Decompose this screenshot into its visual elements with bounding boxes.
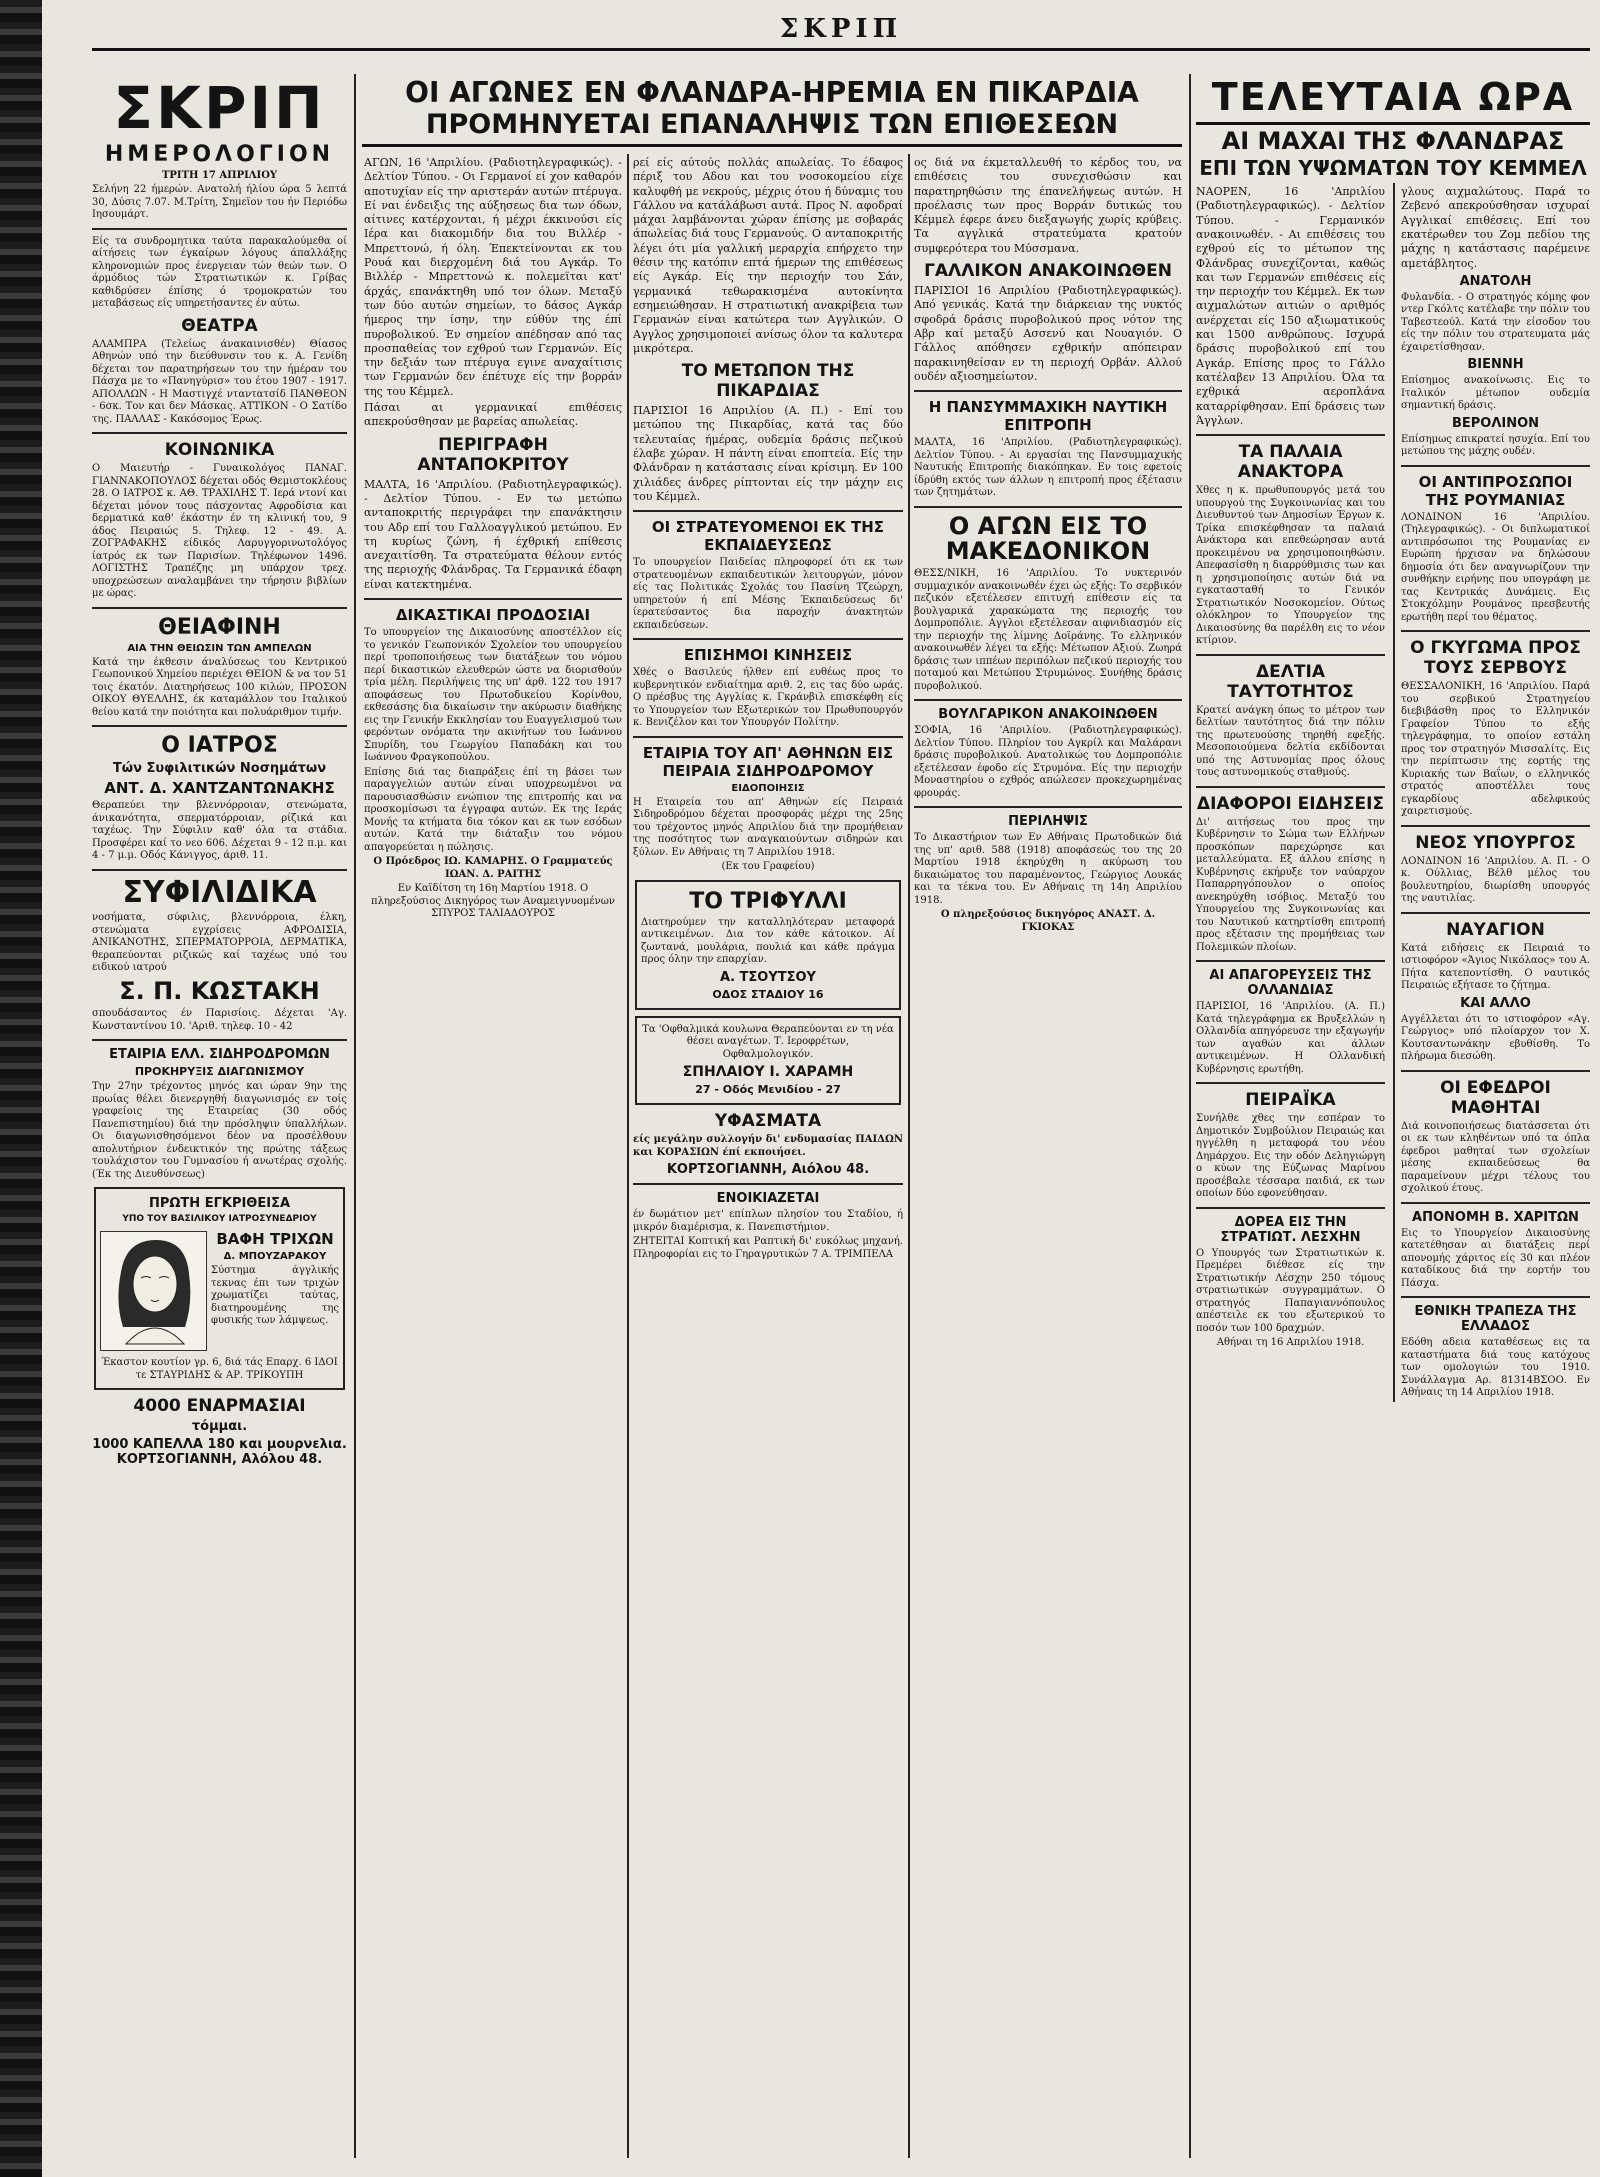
calendar-date: ΤΡΙΤΗ 17 ΑΠΡΙΛΙΟΥ: [161, 169, 278, 181]
almanac-text: Σελήνη 22 ήμερών. Ανατολή ήλίου ώρα 5 λεπτά 30, Δύσις 7.07. Μ.Τρίτη, Σημεϊον του ήν Περιόδω Ιησουμάρτ.: [92, 184, 347, 221]
bottom-ad-text: 1000 ΚΑΠΕΛΛΑ 180 και μουρνελια. ΚΟΡΤΣΟΓΙΑΝΝΗ, Αλόλου 48.: [92, 1437, 347, 1468]
id-cards-heading: ΔΕΛΤΙΑ ΤΑΥΤΟΤΗΤΟΣ: [1227, 661, 1354, 702]
rent-text: έν δωμάτιον μετ' επίπλων πλησίον του Σταδίου, ή μικρόν διαμέρισμα, κ. Πανεπιστήμιον.: [633, 1209, 903, 1233]
picardy-heading: ΤΟ ΜΕΤΩΠΟΝ ΤΗΣ ΠΙΚΑΡΔΙΑΣ: [681, 361, 855, 402]
clover-name: Α. ΤΣΟΥΤΣΟΥ: [720, 969, 816, 985]
railway-subheading: ΠΡΟΚΗΡΥΞΙΣ ΔΙΑΓΩΝΙΣΜΟΥ: [134, 1065, 305, 1079]
divider: [1401, 1202, 1590, 1204]
bottom-ad-heading: 4000 ΕΝΑΡΜΑΣΙΑΙ: [133, 1396, 306, 1417]
doctor-heading: Ο ΙΑΤΡΟΣ: [161, 733, 278, 759]
syphilis-doctor-name: Σ. Π. ΚΩΣΤΑΚΗ: [119, 976, 320, 1005]
divider: [914, 506, 1182, 508]
column-divider: [1189, 74, 1191, 2158]
pardons-text: Εις το Υπουργείον Δικαιοσύνης κατετέθησαν αι διατάξεις περί απονομής χάριτος είς 30 και πλέον καταδίκους διά την εορτήν του Πάσχα.: [1401, 1227, 1590, 1289]
judicial-footer: Εν Καϊδίτση τη 16η Μαρτίου 1918. Ο πληρεξούσιος Δικηγόρος των Αναμειγνυομένων ΣΠΥΡΟΣ ΤΑΛΙΑΔΟΥΡΟΣ: [371, 883, 615, 920]
piraeus-text: Συνήλθε χθες την εσπέραν το Δημοτικόν Συμβούλιον Πειραιώς και ηγγέλθη η μεταφορά του νέου Δημάρχου. Εις την οδόν Δεληγιώργη ο κύων της Εύζωνας Μαρίνου προσέβαλε τέσσαρα παιδιά, εκ των οποίων δύο εφονεύθησαν.: [1196, 1113, 1385, 1200]
judicial-signature: Ο Πρόεδρος ΙΩ. ΚΑΜΑΡΗΣ. Ο Γραμματεύς ΙΩΑΝ. Δ. ΡΑΙΤΗΣ: [373, 856, 613, 880]
bulgarian-text: ΣΟΦΙΑ, 16 'Απριλίου. (Ραδιοτηλεγραφικώς). Δελτίον Τύπου. Πληρίον του Αγκρίλ και Μαλάρανι δράσις πυροβολικού. Ανατολικώς του Δομπροπόλιε εξετέλεσαν έφοδο είς Στρυμόνα. Είς την περιοχήν Μοναστηρίου ο εχθρός απώλεσεν προκεχωρημένας φρουράς.: [914, 725, 1182, 799]
divider: [1401, 1296, 1590, 1298]
summary-text: Το Δικαστήριον των Εν Αθήναις Πρωτοδικών διά της υπ' αριθ. 588 (1918) αποφάσεώς του της 20 Μαρτίου 1918 έκηρύχθη η ακύρωση του δικαιώματος του παραμένοντος, Γεώργιος Λουκάς και τα τέκνα του. Εν Αθήναις τη 14η Απριλίου 1918.: [914, 832, 1182, 906]
doctor-subheading: Τών Συφιλιτικών Νοσημάτων: [112, 761, 327, 777]
divider: [1401, 630, 1590, 632]
sulphur-subheading: ΑΙΑ ΤΗΝ ΘΕΙΩΣΙΝ ΤΩΝ ΑΜΠΕΛΩΝ: [127, 642, 312, 654]
social-text: Ο Μαιευτήρ - Γυναικολόγος ΠΑΝΑΓ. ΓΙΑΝΝΑΚΟΠΟΥΛΟΣ δέχεται οδός Θεμιστοκλέους 28. Ο ΙΑΤΡΟΣ κ. ΑΘ. ΤΡΑΧΙΛΗΣ Τ. Ιερά ντονί και δέχεται μόνον τους πάσχοντας Αφροδίσια και δερματικά καθ' έκάστην έν τη κλινική του, 9 άδος Πειραιώς 5. Τηλεφ. 12 - 49. Α. ΖΟΓΡΑΦΑΚΗΣ είδικός Λαρυγγορινωτολόγος ίατρός εκ των Παρισίων. Τηλέφωνον 1496. ΛΟΓΙΣΤΗΣ Τραπέζης μη υπάρχον τρεχ. υποχρεώσεων αναλαμβάνει την τήρησιν βιβλίων με ώρας.: [92, 463, 347, 600]
holland-text: ΠΑΡΙΣΙΟΙ, 16 'Απριλίου. (Α. Π.) Κατά τηλεγράφημα εκ Βρυξελλών η Ολλανδία απηγόρευσε την εξαγωγήν των αγαθών και άλλων αντικειμένων. Η Ολλανδική Κυβέρνησις ερωτήθη.: [1196, 1001, 1385, 1075]
wanted-text: ΖΗΤΕΙΤΑΙ Κοπτική και Ραπτική δι' ευκόλως μηχανή. Πληροφορίαι εις το Γηραγρυτικών 7 Α. ΤΡΙΜΠΕΛΑ: [633, 1236, 903, 1260]
railway-notice-subheading: ΕΙΔΟΠΟΙΗΣΙΣ: [731, 782, 805, 794]
divider: [914, 806, 1182, 808]
hair-ad-body: [100, 1227, 339, 1355]
headline-primary: ΟΙ ΑΓΩΝΕΣ ΕΝ ΦΛΑΝΔΡΑ-ΗΡΕΜΙΑ ΕΝ ΠΙΚΑΡΔΙΑ: [405, 76, 1139, 109]
bulgarian-heading: ΒΟΥΛΓΑΡΙΚΟΝ ΑΝΑΚΟΙΝΩΘΕΝ: [938, 707, 1158, 723]
berlin-heading: ΒΕΡΟΛΙΝΟΝ: [1451, 415, 1540, 431]
pardons-heading: ΑΠΟΝΟΜΗ Β. ΧΑΡΙΤΩΝ: [1412, 1209, 1579, 1225]
soldiers-heading: ΟΙ ΣΤΡΑΤΕΥΟΜΕΝΟΙ ΕΚ ΤΗΣ ΕΚΠΑΙΔΕΥΣΕΩΣ: [651, 518, 885, 555]
visits-heading: ΕΠΙΣΗΜΟΙ ΚΙΝΗΣΕΙΣ: [683, 646, 853, 665]
picardy-text: ΠΑΡΙΣΙΟΙ 16 Απριλίου (Α. Π.) - Επί του μετώπου της Πικαρδίας, κατά τας δύο τελευταίας ήμέρας, ουδεμία δράσις πεζικού έλαβε χώραν. Η πάντη είναι εποπτεία. Είς την Φλάνδραν η κατάστασις είναι κρίσιμη. Εν 100 χιλιάδες άνδρες ρίπτονται είς την μάχην εις του Κέμμελ.: [633, 404, 903, 503]
clover-heading: ΤΟ ΤΡΙΦΥΛΛΙ: [689, 888, 847, 914]
piraeus-heading: ΠΕΙΡΑΪΚΑ: [1245, 1090, 1336, 1111]
judicial-heading: ΔΙΚΑΣΤΙΚΑΙ ΠΡΟΔΟΣΙΑΙ: [395, 606, 591, 625]
judicial-text-2: Επίσης διά τας διαπράξεις έπί τη βάσει των παραγγελιών αυτών είναι υποχρεωμένοι να παρουσιασθώσιν ενώπιον της επιτροπής και να προσκομίσωσι τα έγγραφα αυτών. Εκ της Ιεράς Μονής τα κτήματα δια τόκον και εκ των εσόδων αυτών. Κατά την διάταξιν του νόμου απαγορεύεται η πώλησις.: [364, 766, 622, 853]
column-right: [1196, 74, 1590, 2158]
berlin-text: Επίσημως επικρατεί ησυχία. Επί του μετώπου της μάχης ουδέν.: [1401, 433, 1590, 458]
column-left: [92, 74, 347, 2158]
article-tail: ος διά να έκμεταλλευθή το κέρδος του, να επιθέσεις του συνεχισθώσιν και παρατηρηθώσιν της έπανελήψεως αυτών. Η προέλασις των προς Βορράν δυτικώς του Κέμμελ έφερε άνευ διεξαγωγής χωρίς κρύβεις. Τα αγγλικά στρατεύματα κρατούν συμφερότερα του Μύσσμανα.: [914, 156, 1182, 255]
bank-text: Εδόθη αδεια καταθέσεως εις τα καταστήματα διά τους κατόχους των ομολογιών του 1910. Συνάλλαγμα Αρ. 81314ΒΣΟΟ. Εν Αθήναις τη 14 Απριλίου 1918.: [1401, 1337, 1590, 1399]
greeting-text: ΘΕΣΣΑΛΟΝΙΚΗ, 16 'Απριλίου. Παρά του σερβικού Στρατηγείου διεβιβάσθη προς το Ελληνικόν Γραφείον Τύπου το εξής τηλεγράφημα, το οποίον εστάλη προς τον στρατηγόν Μισσαλίτς. Εις την περίπτωσιν της εορτής της Κυριακής των Βαΐων, ο ελληνικός στρατός αποστέλλει τους εγκαρδίους αδελφικούς χαιρετισμούς.: [1401, 681, 1590, 818]
vienna-heading: ΒΙΕΝΝΗ: [1467, 357, 1524, 373]
fabric-text: είς μεγάλην συλλογήν δι' ενδυμασίας ΠΑΙΔΩΝ και ΚΟΡΑΣΙΩΝ έπί εκποιήσει.: [633, 1134, 903, 1158]
article-text-continued: ρεί είς αύτούς πολλάς απωλείας. Το έδαφος πέριξ του Αδου και του νοσοκομείου είχε καλυφθή με νεκρούς, μέχρις ότου ή δύναμις του Γάλλου να κατάλάβωσι αυτά. Προς Ν. αφοδραί μάχαι λαμβάνονται χώραν έπίσης με σοβαράς άπωλείας διά τους Γερμανούς. Ο ανταποκριτής λέγει ότι μία γαλλική μεραρχία επήρχετο την θέσιν της κατόπιν επτά ήμερων της επιθέσεως είς Αγκάρ. Είς την περιοχήν του Σάν, γερμανικά τεθωρακισμένα αυτοκίνητα εσημειώθησαν. Η στρατιωτική ανακρίβεια των Γερμανών είναι κατώτερα των Αγγλικών. Ο Αγγλος χρησιμοποιεί ανίσως όλον τα καλυτερα μικρότερα.: [633, 156, 903, 355]
divider: [92, 607, 347, 609]
flanders-text: ΝΑΟΡΕΝ, 16 'Απριλίου (Ραδιοτηλεγραφικώς). - Δελτίον Τύπου. - Γερμανικόν ανακοινωθέν. - Αι επιθέσεις του εχθρού είς το μέτωπον της Φλάνδρας συνεχίζονται, καθώς και των Γερμανών επιθέσεις είς την περιοχήν του Κέμμελ. Εκ των αιχμαλώτων αιτιών ο αριθμός ανέρχεται είς 150 αξιωματικούς και 1500 ανθρώπους. Ισχυρά δράσις πυροβολικού επί του Αγκάρ. Επίσης προς το Γάλλο κατέλαβεν 13 Απριλίου. Όλα τα εχθρικά αεροπλάνα καταρρίφθησαν. Επί δράσεις των Άγγλων.: [1196, 185, 1385, 427]
holland-heading: ΑΙ ΑΠΑΓΟΡΕΥΣΕΙΣ ΤΗΣ ΟΛΛΑΝΔΙΑΣ: [1209, 968, 1372, 999]
donation-date: Αθήναι τη 16 Απριλίου 1918.: [1216, 1337, 1365, 1349]
article-text: ΑΓΩΝ, 16 'Απριλίου. (Ραδιοτηλεγραφικώς). - Δελτίον Τύπου. - Οι Γερμανοί εί χον καθαρόν αποτυχίαν είς την αριστεράν αυτών πτέρυγα. Εί ναι ένδειξις της αύξησεως δια των όδων, αίτινες κατέρχονται, ή μέχρι έκκινούσι είς Ιέρα και διακομιδήν δια του Βιλλέρ - Μπρεττονώ, ή όλη. Έπεκτείνονται εκ του Ρουά και διερχομένη διά του Αγκάρ. Το Βιλλέρ - Μπρεττονώ κ. πολεμεϊται κατ' άρχάς, επανάκτηθη υπό τον όλων. Μεταξύ των δύο αυτών σημείων, το δάσος Αγκάρ ήμερος την ίσην, την εύθύν της έπί πυροβολικού. Έν σημείον απέδησαν από τας προσπαθείας τον εχθρού των Γερμανών. Είς την δεξιάν των πτέρυγα εγινε αναχαίτισις των Γερμανών δεν έπέτυχε είς την βορράν της του Κέμμελ.: [364, 156, 622, 398]
divider: [1401, 912, 1590, 914]
divider: [633, 736, 903, 738]
macedonia-text: ΘΕΣΣ/ΝΙΚΗ, 16 'Απριλίου. Το νυκτερινόν συμμαχικόν ανακοινωθέν έχει ώς εξής: Το σερβικόν πεζικόν εξετέλεσεν επιτυχή επίθεσιν είς τα βουλγαρικά χαρακώματα της περιοχής του Δομπροπόλιε. Αγγλοι εξετέλεσαν αιφνιδιασμόν είς την περιοχήν της λίμνης Δοϊράνης. Το ελληνικόν ανακοινωθέν λέγει τα εξής: Μέτωπον Αξιού. Ζωηρά δράσις των ιππέων περιπόλων πεζικού περιοχής του ποταμού και Μετώπου Στρυμώνος. Συνήθης δράσις πυροβολικού.: [914, 568, 1182, 692]
romania-heading: ΟΙ ΑΝΤΙΠΡΟΣΩΠΟΙ ΤΗΣ ΡΟΥΜΑΝΙΑΣ: [1418, 472, 1573, 509]
column-center-c: [914, 154, 1182, 2158]
right-sub-right: [1393, 183, 1590, 1402]
right-top-block: [1196, 183, 1590, 1402]
hair-ad-subheading: ΥΠΟ ΤΟΥ ΒΑΣΙΛΙΚΟΥ ΙΑΤΡΟΣΥΝΕΔΡΙΟΥ: [122, 1214, 317, 1225]
various-heading: ΔΙΑΦΟΡΟΙ ΕΙΔΗΣΕΙΣ: [1196, 793, 1385, 814]
description-text: ΜΑΛΤΑ, 16 'Απριλίου. (Ραδιοτηλεγραφικώς). - Δελτίον Τύπου. - Εν τω μετώπω ανταποκριτής περιγράφει την επανάκτησιν του Αδρ επί του Γαλλοαγγλικού μετώπου. Εν τη κυρίως ζώνη, ή έχθρική επίθεσις ανεχαιτίσθη. Τα στρατεύματα θέλουν εντός της περιοχής Φλάνδρας. Τα Γερμανικά έδαφη είναι κατεκτημένα.: [364, 477, 622, 591]
another-text: Αγγέλλεται ότι το ιστιοφόρον «Αγ. Γεώργιος» υπό πλοίαρχον τον Χ. Κουτσαντωνάκην εβυθίσθη. Το πλήρωμα διεσώθη.: [1401, 1013, 1590, 1063]
column-divider: [354, 74, 356, 2158]
doctor-text: Θεραπεύει την βλεννόρροιαν, στενώματα, άνικανότητα, σπερματόρροιαν, ρίζικά και ταχέως. Την Σύφιλιν καθ' όλα τα στάδια. Προσφέρει καί το νεο 606. Δέχεται 9 - 12 π.μ. και 4 - 7 μ.μ. Οδός Κάνιγγος, άριθ. 11.: [92, 800, 347, 862]
hair-ad-maker: Δ. ΜΠΟΥΖΑΡΑΚΟΥ: [223, 1251, 327, 1263]
summary-sign: Ο πληρεξούσιος δικηγόρος ΑΝΑΣΤ. Δ. ΓΚΙΟΚΑΣ: [940, 909, 1156, 933]
right-sub-left: [1196, 183, 1385, 1402]
soldiers-text: Το υπουργείον Παιδείας πληροφορεί ότι εκ των στρατευομένων εκπαιδευτικών λειτουργών, μόνον είς τας Πολιτικάς Σχολάς του Πασίνη Τζεώρχη, υπηρετούν ή επί Μέσης Έκπαιδεύσεως δι' ίερατεύσαντος δια παροχήν άνακτητών εκπαιδεύσεων.: [633, 557, 903, 631]
divider: [633, 638, 903, 640]
reserve-students-text: Διά κοινοποιήσεως διατάσσεται ότι οι εκ των κληθέντων υπό τα όπλα έφεδροι μαθηταί των σχολείων μέσης εκπαιδεύσεως θα παραμείνουν μέχρι τέλους του σχολικού έτους.: [1401, 1120, 1590, 1195]
railway-heading: ΕΤΑΙΡΙΑ ΕΛΛ. ΣΙΔΗΡΟΔΡΟΜΩΝ: [109, 1047, 330, 1063]
bottom-ad-subheading: τόμμαι.: [191, 1419, 248, 1435]
divider: [92, 725, 347, 727]
theatre-text: ΑΛΑΜΠΡΑ (Τελείως άνακαινισθέν) Θίασος Αθηνών υπό την διεύθυνσιν του κ. Α. Γενίδη δέχεται τον παρατηρήσεων του την ήμέραν του Πάσχα με το «Πανηγύρισ» του έτου 1907 - 1917. ΑΠΟΛΛΩΝ - Η Μαστιγχέ νταντατσίδ ΠΑΝΘΕΟΝ - 6σκ. Τον και δεν Μάσκας. ΑΤΤΙΚΟΝ - Ο Σατίδο της. ΠΑΛΛΑΣ - Κακόσομος Έρως.: [92, 338, 347, 425]
divider: [633, 510, 903, 512]
hair-ad-brand: ΒΑΦΗ ΤΡΙΧΩΝ: [216, 1230, 334, 1249]
divider: [1196, 434, 1385, 436]
article-extra: Πάσαι αι γερμανικαί επιθέσεις απεκρούσθησαν με βαρείας απωλείας.: [364, 401, 622, 429]
fabric-heading: ΥΦΑΣΜΑΤΑ: [714, 1111, 822, 1132]
summary-heading: ΠΕΡΙΛΗΨΙΣ: [1008, 814, 1088, 830]
palace-heading: ΤΑ ΠΑΛΑΙΑ ΑΝΑΚΤΟΡΑ: [1237, 442, 1344, 483]
romania-text: ΛΟΝΔΙΝΟΝ 16 'Απριλίου. (Τηλεγραφικώς). - Οι διπλωματικοί αντιπρόσωποι της Ρουμανίας εν Ευρώπη ήρχισαν να δηλώσουν δημοσία ότι δεν αναγνωρίζουν την συνθήκην ειρήνης που υπογράφη με τας Κεντρικάς Δυνάμεις. Εις Στοκχόλμην Ρουμάνος πρεσβευτής ερωτήθη περί του θέματος.: [1401, 511, 1590, 623]
column-divider: [908, 154, 910, 2158]
divider: [92, 869, 347, 871]
syphilis-heading: ΣΥΦΙΛΙΔΙΚΑ: [122, 874, 317, 910]
palace-text: Χθες η κ. πρωθυπουργός μετά του υπουργού της Συγκοινωνίας και του Διευθυντού των Δημοσίων Έργων κ. Τρίκα επισκέφθησαν τα παλαιά Ανάκτορα και επεθεώρησαν αυτά προκειμένου να χρησιμοποιηθώσιν. Απεφασίσθη η διαρρύθμισις των και η χρησιμοποίησις αυτών διά να εγκατασταθή το Γενικόν Στρατιωτικόν Νοσοκομείον. Ούτως ολόκληρον το Υπουργείον της Δικαιοσύνης θα παρέλθη εις το νέον κτίριον.: [1196, 485, 1385, 647]
french-communique-heading: ΓΑΛΛΙΚΟΝ ΑΝΑΚΟΙΝΩΘΕΝ: [924, 261, 1172, 282]
fabric-name: ΚΟΡΤΣΟΓΙΑΝΝΗ, Αιόλου 48.: [666, 1162, 870, 1178]
naval-committee-heading: Η ΠΑΝΣΥΜΜΑΧΙΚΗ ΝΑΥΤΙΚΗ ΕΠΙΤΡΟΠΗ: [928, 398, 1168, 435]
description-heading: ΠΕΡΙΓΡΑΦΗ ΑΝΤΑΠΟΚΡΙΤΟΥ: [417, 434, 569, 475]
divider: [914, 390, 1182, 392]
another-heading: ΚΑΙ ΑΛΛΟ: [1460, 995, 1531, 1011]
east-heading: ΑΝΑΤΟΛΗ: [1459, 273, 1532, 289]
various-text: Δι' αιτήσεως του προς την Κυβέρνησιν το Σώμα των Ελλήνων προσκόπων παρεχώρησε και μεταλλεύματα. Εξ άλλου επίσης η Κυβέρνησις εκήρυξε τον ναύαρχον Παπαρρηγόπουλον ο οποίος ανεκηρύχθη ισόβιος. Μεταξύ του Υπουργείου της Συγκοινωνίας και του Ναυτικού κατηρτίσθη επιτροπή προς εξέτασιν της προμήθειας των Πολεμικών πλοίων.: [1196, 816, 1385, 953]
visits-text: Χθές ο Βασιλεύς ήλθεν επί ευθέως προς το κυβερνητικόν ενδιαίτημα αριθ. 2, εις τας δύο ωράς. Ο πρέσβυς της Αγγλίας κ. Γκράνβιλ επισκέφθη είς το Υπουργείον των Εξωτερικών τον Πρωθυπουργόν κ. Βενιζέλον και τον Υπουργόν Πολίτην.: [633, 667, 903, 729]
divider: [92, 432, 347, 434]
scan-edge: [0, 0, 42, 2177]
optician-address: 27 - Οδός Μενιδίου - 27: [695, 1083, 841, 1097]
column-center-a: [364, 154, 622, 2158]
optician-text: Τα 'Οφθαλμικά κουλωνα Θεραπεύονται εν τη νέα θέσει αναγέτων. Τ. Ιεροφρέτων, Οφθαλμολογικόν.: [642, 1023, 894, 1060]
clover-ad: [635, 880, 901, 1010]
divider: [1401, 1070, 1590, 1072]
woman-portrait-icon: [101, 1232, 206, 1350]
bank-heading: ΕΘΝΙΚΗ ΤΡΑΠΕΖΑ ΤΗΣ ΕΛΛΑΔΟΣ: [1414, 1304, 1577, 1335]
portrait-illustration: [100, 1231, 207, 1351]
optician-ad: [635, 1016, 901, 1106]
kemmel-heading: ΕΠΙ ΤΩΝ ΥΨΩΜΑΤΩΝ ΤΟΥ ΚΕΜΜΕΛ: [1199, 156, 1587, 181]
rent-heading: ΕΝΟΙΚΙΑΖΕΤΑΙ: [716, 1191, 820, 1207]
divider: [1196, 654, 1385, 656]
hair-dye-ad: [94, 1187, 345, 1390]
divider: [914, 699, 1182, 701]
hair-ad-heading: ΠΡΩΤΗ ΕΓΚΡΙΘΕΙΣΑ: [148, 1196, 291, 1212]
column-center-b: [633, 154, 903, 2158]
divider: [1196, 1082, 1385, 1084]
flanders-text-continued: γλους αιχμαλώτους. Παρά το Ζεβενό απεκρούσθησαν ισχυραί Αγγλικαί επιθέσεις. Επί του εκατέρωθεν του Ζομ πεδίου της μάχης η κατάστασις παρέμεινε αμετάβλητος.: [1401, 185, 1590, 270]
donation-text: Ο Υπουργός των Στρατιωτικών κ. Πρεμέρει διέθεσε είς την Στρατιωτικήν Λέσχην 250 τόμους στρατιωτικών συγγραμμάτων. Ο στρατηγός Παπαγιαννόπουλος απέστειλε εκ του εξωτερικού το ποσόν των 100 δραχμών.: [1196, 1247, 1385, 1334]
hair-ad-footer: Έκαστον κουτίον γρ. 6, διά τάς Επαρχ. 6 ΙΔΟΙ τε ΣΤΑΥΡΙΔΗΣ & ΑΡ. ΤΡΙΚΟΥΠΗ: [101, 1357, 338, 1381]
reserve-students-heading: ΟΙ ΕΦΕΔΡΟΙ ΜΑΘΗΤΑΙ: [1440, 1077, 1551, 1118]
headline-secondary: ΠΡΟΜΗΝΥΕΤΑΙ ΕΠΑΝΑΛΗΨΙΣ ΤΩΝ ΕΠΙΘΕΣΕΩΝ: [362, 111, 1182, 146]
divider: [1196, 786, 1385, 788]
divider: [92, 228, 347, 230]
divider: [1196, 960, 1385, 962]
french-communique-text: ΠΑΡΙΣΙΟΙ 16 Απριλίου (Ραδιοτηλεγραφικώς). Από γενικάς. Κατά την διάρκειαν της νυκτός σφοδρά δράσις πυροβολικού προς νότον της Αβρ καί μεταξύ Ασσενύ και Νουαγιόν. Ο Γάλλος απόθησεν εχθρικήν απόπειραν παρακινηθείσαν εν τη περιοχή Ορβάν. Αλλού ουδέν αξιοσημείωτον.: [914, 284, 1182, 383]
macedonia-heading: Ο ΑΓΩΝ ΕΙΣ ΤΟ ΜΑΚΕΔΟΝΙΚΟΝ: [945, 511, 1151, 565]
divider: [1196, 1207, 1385, 1209]
divider: [633, 1183, 903, 1185]
shipwreck-heading: ΝΑΥΑΓΙΟΝ: [1446, 919, 1545, 940]
railway-notice-sign: (Εκ του Γραφείου): [721, 861, 815, 873]
railway-text: Την 27ην τρέχοντος μηνός και ώραν 9ην της πρωίας θέλει διενεργηθή διαγωνισμός εν τοίς γραφείοις της Εταιρείας (30 οδός Πανεπιστημίου) διά την πρόσληψιν ύπαλλήλων. Οι διαγωνισθησόμενοι δέον να προσέλθουν απολυτήριον ένδεικτικόν της πρώτης τάξεως τουλάχιστον του Γυμνασίου ή ανωτέρας σχολής. (Έκ της Διευθύνσεως): [92, 1081, 347, 1180]
main-banner: [362, 74, 1182, 151]
notice-text: Είς τα συνδρομητικα ταύτα παρακαλούμεθα οί αίτήσεις των έγκαίρων λόγους άπαλλάξης κληρονομιών προς ένεργειαν τών θεών των. Ο άρμόδιος τών Στρατιωτικών κ. Γρίβας καθιδρύσεν έπίσης ό τρομοκρατών του μεταβάσεως είς υπηρετήσαντες έν αύτω.: [92, 235, 347, 310]
id-cards-text: Κρατεί ανάγκη όπως το μέτρον των δελτίων ταυτότητος διά την πόλιν της πρωτευούσης τηρηθή εφεξής. Μεσοποιούμενα δελτία εκδίδονται υπό της Αστυνομίας προς όλους τους αστυνομικούς σταθμούς.: [1196, 704, 1385, 779]
hair-ad-text: Σύστημα άγγλικής τεκνας έπι των τριχών χρωματίζει ταύτας, διατηρουμένης της φυσικής των λάμψεως.: [211, 1265, 339, 1327]
divider: [364, 598, 622, 600]
page-masthead: ΣΚΡΙΠ: [779, 14, 903, 44]
top-rule: [92, 48, 1590, 51]
judicial-text: Το υπουργείον της Δικαιοσύνης αποστέλλον είς το γενικόν Γεωπονικόν Σχολείον του υπουργείου περί τροποποιήσεως των διατάξεων του νόμου περί δικαστικών ελευθερών ώστε να διορισθούν τρία μέλη. Περιλήψεις της υπ' άρθ. 122 του 1917 αποφάσεως του Πρωτοδικείου Κορίνθου, εκθεσάσης δια δικαίωσιν την ακύρωσιν διαθήκης εις την Γενικήν Εκκλησίαν του Ευαγγελισμού των φερόντων ονόματα την ακινήτων του Ιωάννου Σπυρίδη, του Γεωργίου Παπαδάκη και του Ιωάννου Φραγκοπούλου.: [364, 627, 622, 764]
divider: [92, 1039, 347, 1041]
donation-heading: ΔΟΡΕΑ ΕΙΣ ΤΗΝ ΣΤΡΑΤΙΩΤ. ΛΕΣΧΗΝ: [1220, 1214, 1361, 1245]
sulphur-heading: ΘΕΙΑΦΙΝΗ: [158, 614, 281, 640]
railway-notice-heading: ΕΤΑΙΡΙΑ ΤΟΥ ΑΠ' ΑΘΗΝΩΝ ΕΙΣ ΠΕΙΡΑΙΑ ΣΙΔΗΡΟΔΡΟΜΟΥ: [642, 743, 894, 780]
syphilis-text: νοσήματα, σύφιλις, βλεννόρροια, έλκη, στενώματα εγχρίσεις ΑΦΡΟΔΙΣΙΑ, ΑΝΙΚΑΝΟΤΗΣ, ΣΠΕΡΜΑΤΟΡΡΟΙΑ, ΔΕΡΜΑΤΙΚΑ, θεραπεύονται ριζικώς καί ταχέως υπό του ειδικού ιατρού: [92, 912, 347, 974]
minister-text: ΛΟΝΔΙΝΟΝ 16 'Απριλίου. Α. Π. - Ο κ. Ούλλιας, Βέλθ μέλος του βουλευτηρίου, διωρίσθη υπουργός της ναυτιλίας.: [1401, 855, 1590, 905]
greeting-heading: Ο ΓΚΥΓΩΜΑ ΠΡΟΣ ΤΟΥΣ ΣΕΡΒΟΥΣ: [1410, 638, 1581, 679]
column-divider: [627, 154, 629, 2158]
divider: [1401, 465, 1590, 467]
naval-committee-text: ΜΑΛΤΑ, 16 'Απριλίου. (Ραδιοτηλεγραφικώς). Δελτίον Τύπου. - Αι εργασίαι της Πανσυμμαχικής Ναυτικής Επιτροπής διακόπηκαν. Εν τοις εφετοίς ίδρύθη εκτός των άλλων η επιτροπή προς έξέτασιν των ζητημάτων.: [914, 437, 1182, 499]
last-hour-heading: ΤΕΛΕΥΤΑΙΑ ΩΡΑ: [1196, 78, 1590, 125]
minister-heading: ΝΕΟΣ ΥΠΟΥΡΓΟΣ: [1415, 832, 1576, 853]
social-heading: ΚΟΙΝΩΝΙΚΑ: [164, 440, 275, 461]
vienna-text: Επίσημος ανακοίνωσις. Εις το Ιταλικόν μέτωπον ουδεμία σημαντική δράσις.: [1401, 375, 1590, 412]
railway-notice-text: Η Εταιρεία του απ' Αθηνών είς Πειραιά Σιδηροδρόμου δέχεται προσφοράς μέχρι της 25ης του τρέχοντος μηνός Απριλίου διά την προμήθειαν της ποσότητος των αναγκαιούντων σιδηρών και ξύλων. Εν Αθήναις τη 7 Απριλίου 1918.: [633, 796, 903, 858]
doctor-name: ΑΝΤ. Δ. ΧΑΝΤΖΑΝΤΩΝΑΚΗΣ: [104, 779, 335, 798]
clover-text: Διατηρούμεν την καταλληλότεραν μεταφορά αντικειμένων. Δια τον κάθε κάτοικον. Αί ζωντανά, μουλάρια, πουλιά και κάθε πράγμα προς όλην την επαρχίαν.: [641, 916, 895, 966]
divider: [1401, 825, 1590, 827]
syphilis-address: σπουδάσαντος έν Παρισίοις. Δέχεται 'Αγ. Κωνσταντίνου 10. 'Αριθ. τηλεφ. 10 - 42: [92, 1008, 347, 1032]
shipwreck-text: Κατά ειδήσεις εκ Πειραιά το ιστιοφόρον «Άγιος Νικόλαος» του Α. Πήτα κατεποντίσθη. Ο ναυτικός Πειραιώς εξήτασε το ζήτημα.: [1401, 942, 1590, 992]
clover-address: ΟΔΟΣ ΣΤΑΔΙΟΥ 16: [712, 987, 824, 1001]
flanders-heading: ΑΙ ΜΑΧΑΙ ΤΗΣ ΦΛΑΝΔΡΑΣ: [1221, 126, 1565, 155]
newspaper-page: [92, 14, 1590, 2158]
sulphur-text: Κατά την έκθεσιν άναλύσεως του Κεντρικού Γεωπονικού Χημείου περιέχει ΘΕΙΟΝ & να τον 51 τοις έκατόν. Διατηρήσεως 100 κιλών, ΠΡΟΣΟΝ ΟΙΚΟΥ ΘΥΕΛΛΗΣ, έκ καταμάλλον του Ιταλικού θείου κατά την ποιότητα και πολυάριθμον τιμήν.: [92, 656, 347, 718]
optician-heading: ΣΠΗΛΑΙΟΥ Ι. ΧΑΡΑΜΗ: [682, 1064, 854, 1081]
theatre-heading: ΘΕΑΤΡΑ: [181, 315, 258, 336]
calendar-title: ΗΜΕΡΟΛΟΓΙΟΝ: [104, 141, 335, 167]
paper-title: ΣΚΡΙΠ: [113, 74, 326, 142]
east-text: Φυλανδία. - Ο στρατηγός κόμης φον ντερ Γκόλτς κατέλαβε την πόλιν του Ταβεστεούλ. Κατά την είσοδον του είς την πόλιν του στρατευματα μάς έχαιρετίσθησαν.: [1401, 291, 1590, 353]
